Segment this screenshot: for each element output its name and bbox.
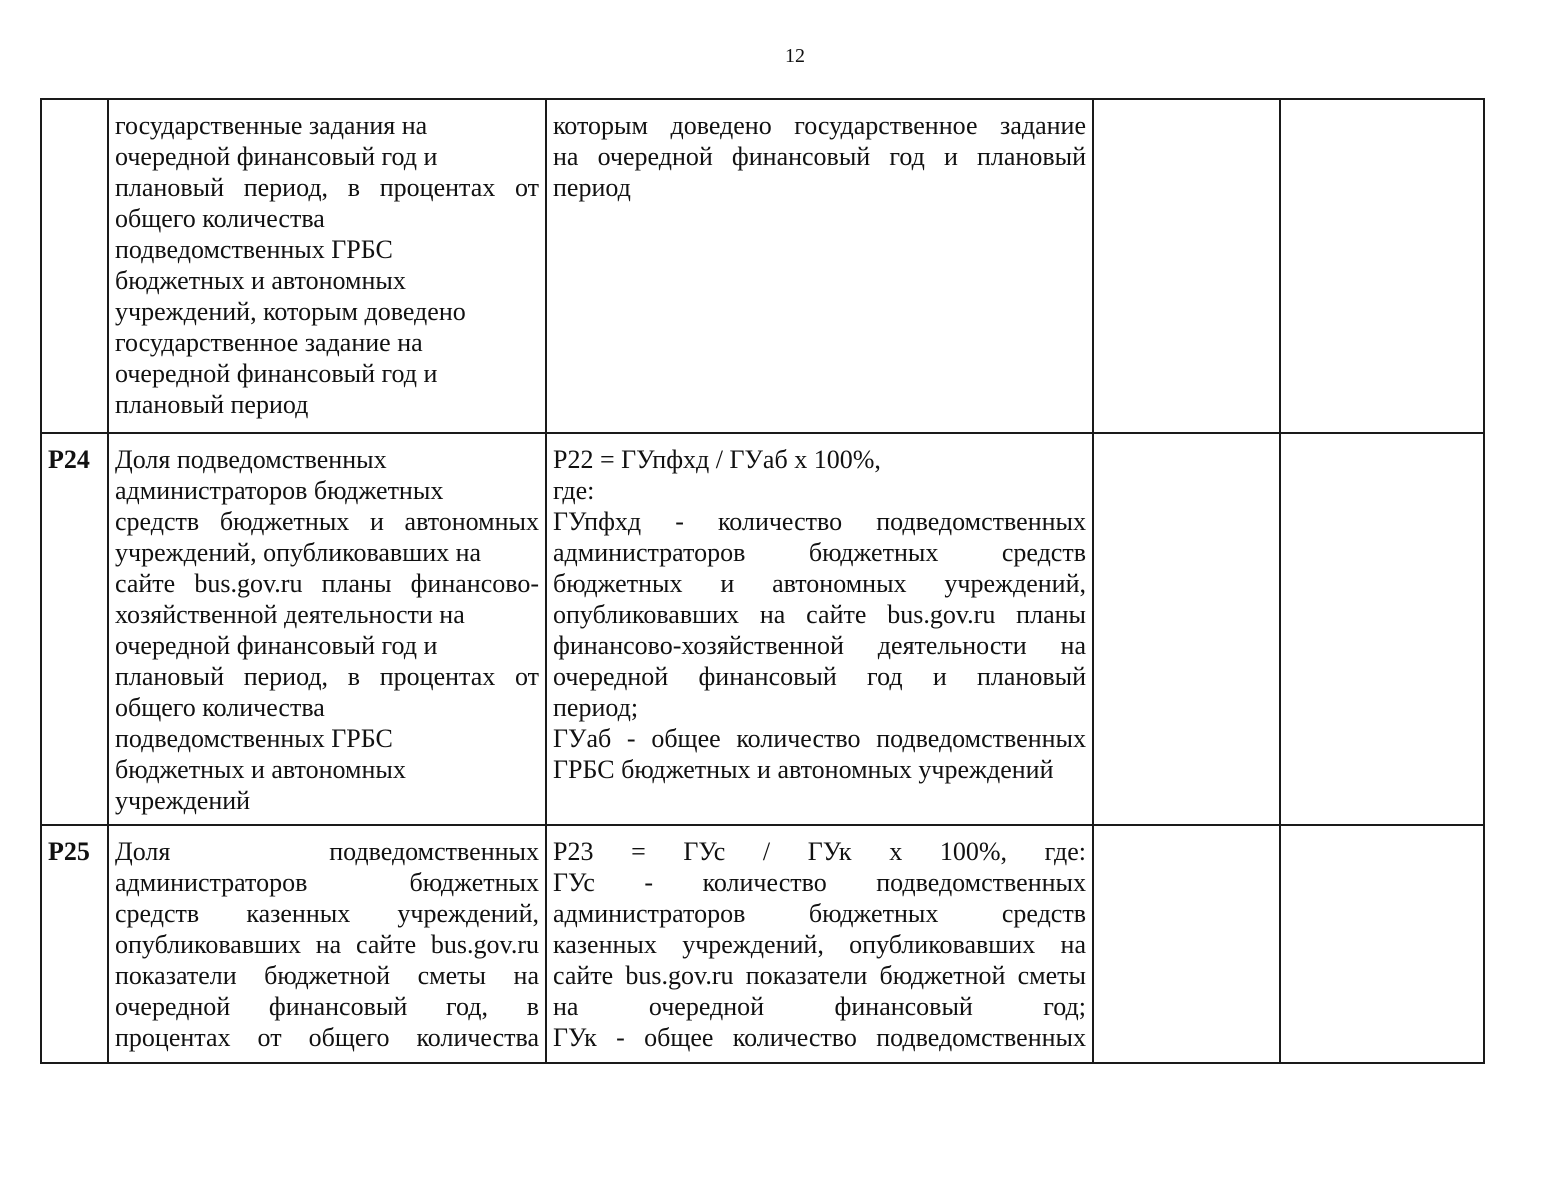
indicator-formula-cell [546,433,1093,825]
text-line: ГУк - общее количество подведомственных [553,1023,1086,1052]
text-line: ГУаб - общее количество подведомственных [553,724,1086,753]
text-line: очередной финансовый год, в [115,992,539,1021]
page-number: 12 [785,45,805,67]
text-line: ГУс - количество подведомственных [553,868,1086,897]
text-line: очередной финансовый год и [115,631,438,660]
text-line: сайте bus.gov.ru показатели бюджетной сметы [553,961,1086,990]
empty-cell [1280,99,1484,433]
text-line: Доля подведомственных [115,445,387,474]
text-line: Доля подведомственных [115,837,539,866]
text-line: опубликовавших на сайте bus.gov.ru планы [553,600,1086,629]
text-line: учреждений, опубликовавших на [115,538,482,567]
indicator-table [40,98,1485,1064]
text-line: период [553,173,631,202]
empty-cell [1093,99,1280,433]
table-row [41,99,1484,433]
indicator-number-cell [41,99,108,433]
text-line: очередной финансовый год и [115,142,438,171]
text-line: бюджетных и автономных [115,755,406,784]
text-line: P22 = ГУпфхд / ГУаб х 100%, [553,445,881,474]
text-line: государственные задания на [115,111,428,140]
empty-cell [1093,433,1280,825]
text-line: бюджетных и автономных [115,266,406,295]
text-line: где: [553,476,595,505]
text-line: на очередной финансовый год; [553,992,1086,1021]
text-line: администраторов бюджетных [115,476,444,505]
empty-cell [1280,825,1484,1063]
text-line: плановый период, в процентах от [115,662,539,691]
text-line: администраторов бюджетных [115,868,539,897]
text-line: администраторов бюджетных средств [553,538,1086,567]
text-line: опубликовавших на сайте bus.gov.ru [115,930,539,959]
text-line: которым доведено государственное задание [553,111,1086,140]
text-line: финансово-хозяйственной деятельности на [553,631,1086,660]
text-line: государственное задание на [115,328,423,357]
text-line: бюджетных и автономных учреждений, [553,569,1086,598]
empty-cell [1093,825,1280,1063]
indicator-number-cell: P25 [41,825,108,1063]
indicator-number-cell: P24 [41,433,108,825]
text-line: плановый период [115,390,309,419]
text-line: сайте bus.gov.ru планы финансово- [115,569,539,598]
text-line: казенных учреждений, опубликовавших на [553,930,1086,959]
empty-cell [1280,433,1484,825]
table-row [41,825,1484,1063]
indicator-name-cell [108,433,546,825]
text-line: учреждений [115,786,251,815]
text-line: период; [553,693,639,722]
indicator-formula-cell [546,825,1093,1063]
text-line: средств казенных учреждений, [115,899,539,928]
text-line: общего количества [115,693,325,722]
text-line: средств бюджетных и автономных [115,507,539,536]
text-line: на очередной финансовый год и плановый [553,142,1086,171]
text-line: очередной финансовый год и плановый [553,662,1086,691]
text-line: администраторов бюджетных средств [553,899,1086,928]
text-line: процентах от общего количества [115,1023,539,1052]
text-line: ГРБС бюджетных и автономных учреждений [553,755,1054,784]
text-line: подведомственных ГРБС [115,235,393,264]
text-line: плановый период, в процентах от [115,173,539,202]
text-line: P23 = ГУс / ГУк х 100%, где: [553,837,1086,866]
table-row [41,433,1484,825]
indicator-name-cell [108,99,546,433]
text-line: учреждений, которым доведено [115,297,466,326]
text-line: показатели бюджетной сметы на [115,961,539,990]
text-line: общего количества [115,204,325,233]
text-line: подведомственных ГРБС [115,724,393,753]
indicator-formula-cell [546,99,1093,433]
indicator-name-cell [108,825,546,1063]
text-line: хозяйственной деятельности на [115,600,465,629]
text-line: очередной финансовый год и [115,359,438,388]
text-line: ГУпфхд - количество подведомственных [553,507,1086,536]
